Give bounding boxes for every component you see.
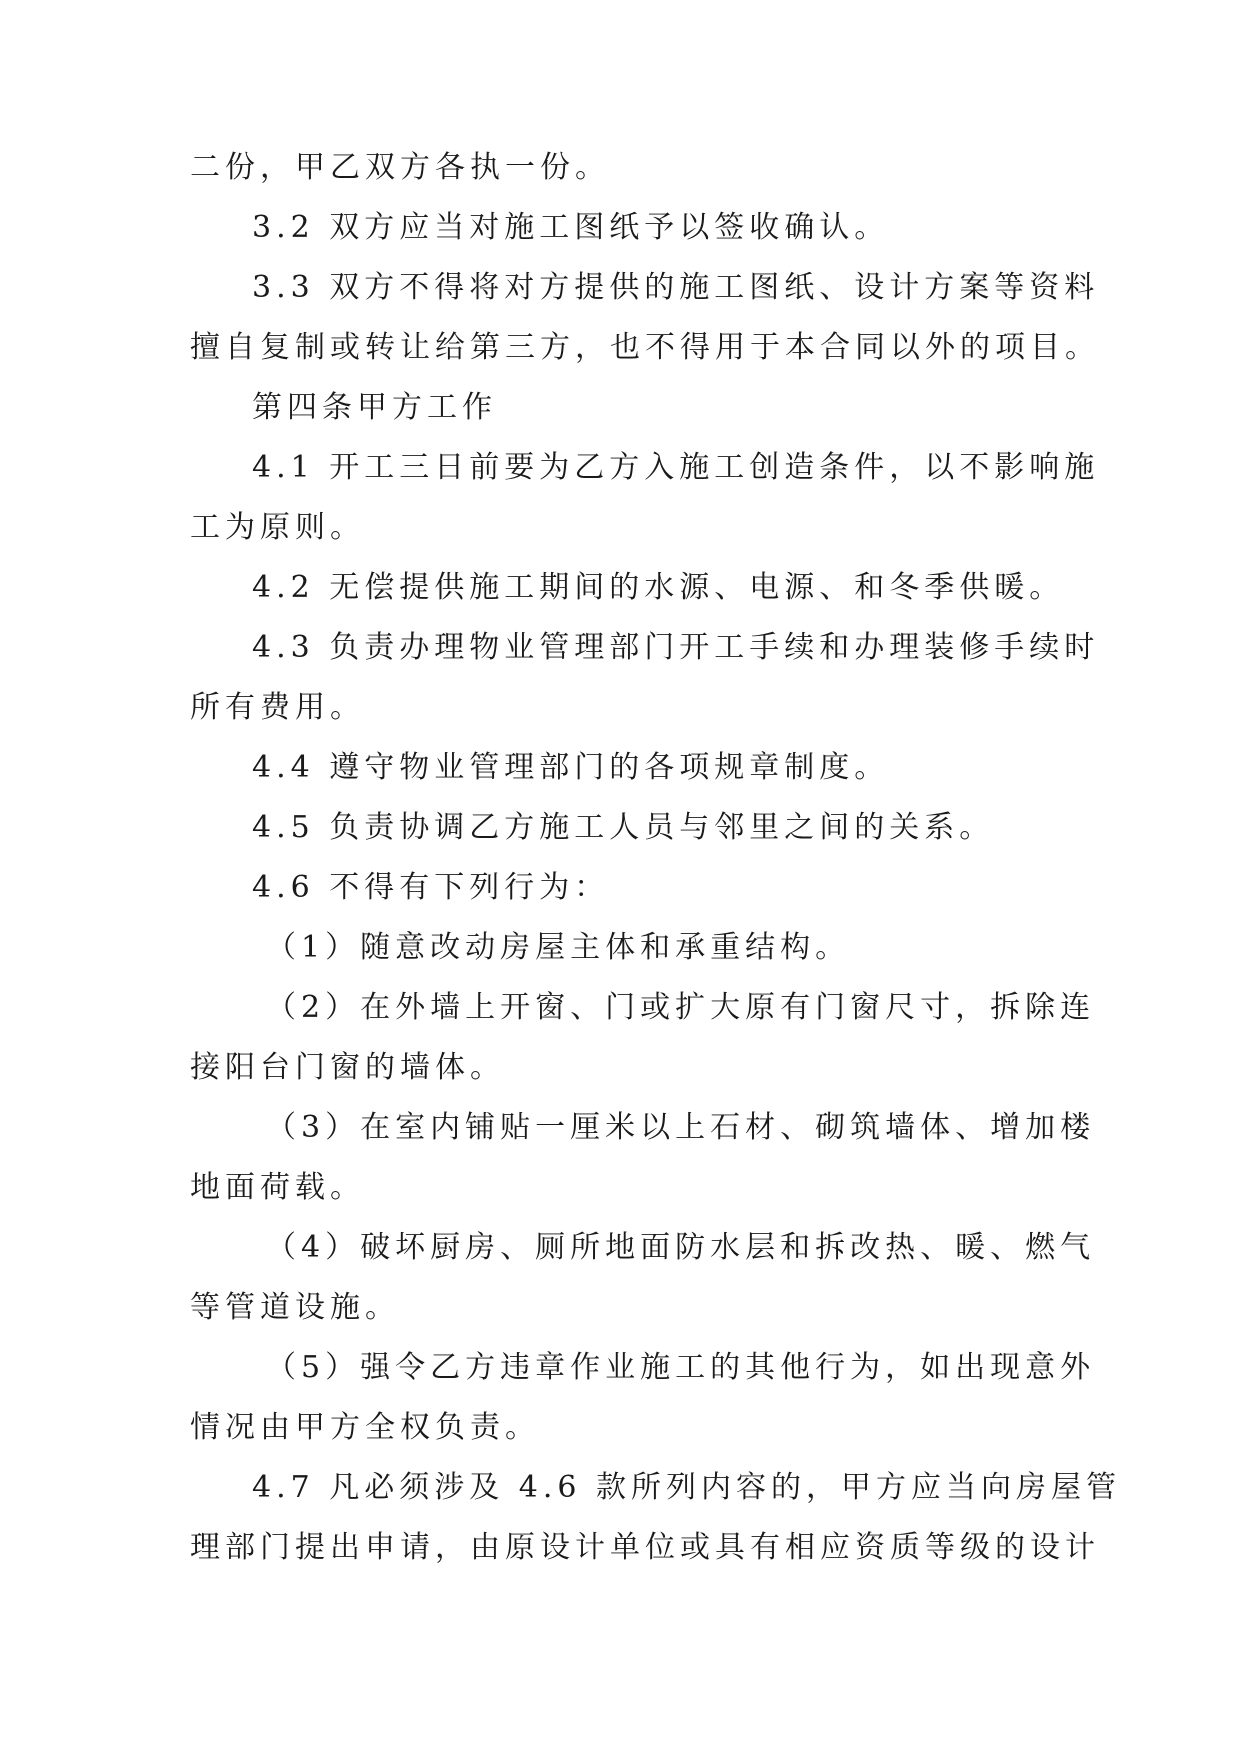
text-line: 二份，甲乙双方各执一份。	[190, 150, 610, 185]
text-line: 4.2 无偿提供施工期间的水源、电源、和冬季供暖。	[252, 570, 1065, 605]
text-line: 接阳台门窗的墙体。	[190, 1050, 505, 1085]
text-line: 4.4 遵守物业管理部门的各项规章制度。	[252, 750, 890, 785]
text-line: 所有费用。	[190, 690, 365, 725]
text-line: 4.5 负责协调乙方施工人员与邻里之间的关系。	[252, 810, 995, 845]
text-line: 3.3 双方不得将对方提供的施工图纸、设计方案等资料	[252, 270, 1100, 305]
section-heading: 第四条甲方工作	[252, 390, 497, 425]
text-line: 理部门提出申请，由原设计单位或具有相应资质等级的设计	[190, 1530, 1100, 1565]
text-line: 4.6 不得有下列行为：	[252, 870, 610, 905]
list-item: （1）随意改动房屋主体和承重结构。	[266, 930, 851, 965]
text-line: 等管道设施。	[190, 1290, 400, 1325]
text-line: 工为原则。	[190, 510, 365, 545]
list-item: （4）破坏厨房、厕所地面防水层和拆改热、暖、燃气	[266, 1230, 1096, 1265]
text-line: 3.2 双方应当对施工图纸予以签收确认。	[252, 210, 890, 245]
list-item: （5）强令乙方违章作业施工的其他行为，如出现意外	[266, 1350, 1096, 1385]
list-item: （2）在外墙上开窗、门或扩大原有门窗尺寸，拆除连	[266, 990, 1096, 1025]
text-line: 4.1 开工三日前要为乙方入施工创造条件，以不影响施	[252, 450, 1100, 485]
list-item: （3）在室内铺贴一厘米以上石材、砌筑墙体、增加楼	[266, 1110, 1096, 1145]
text-line: 地面荷载。	[190, 1170, 365, 1205]
text-line: 情况由甲方全权负责。	[190, 1410, 540, 1445]
text-line: 4.7 凡必须涉及 4.6 款所列内容的，甲方应当向房屋管	[252, 1470, 1122, 1505]
text-line: 4.3 负责办理物业管理部门开工手续和办理装修手续时	[252, 630, 1100, 665]
text-line: 擅自复制或转让给第三方，也不得用于本合同以外的项目。	[190, 330, 1100, 365]
